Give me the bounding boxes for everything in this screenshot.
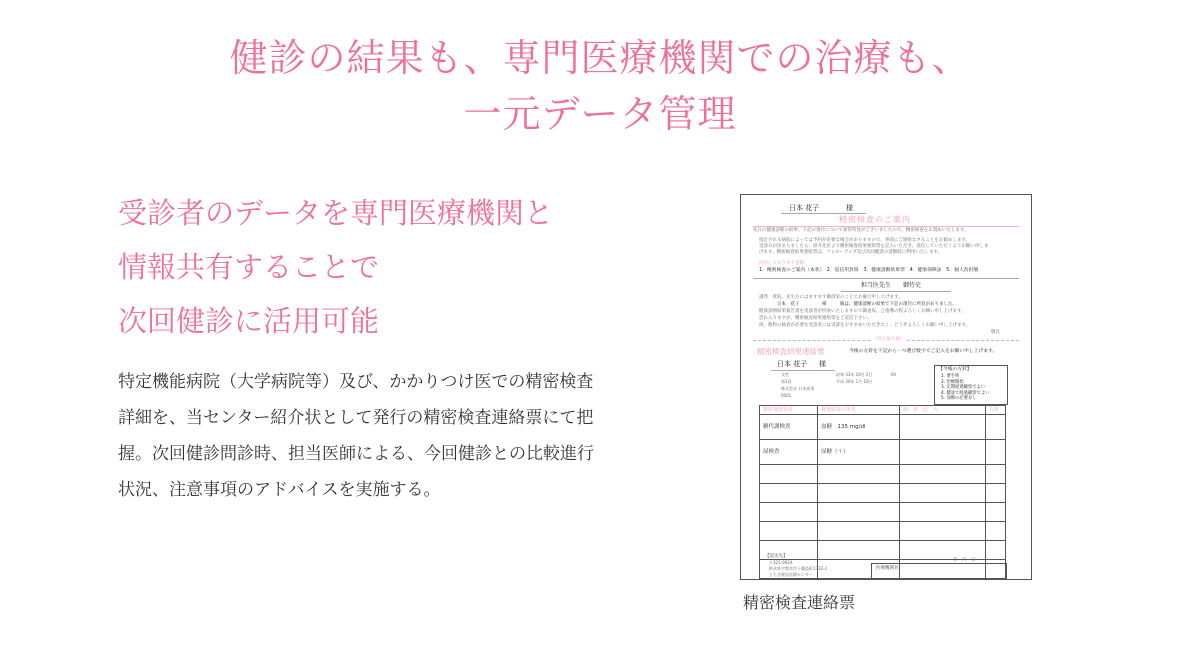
subheading-line-2: 情報共有することで (118, 250, 380, 284)
doc-title: 精密検査のご案内 (839, 215, 911, 224)
body-line-1: 特定機能病院（大学病院等）及び、かかりつけ医での精密検査 (118, 372, 594, 392)
table-row (760, 415, 1006, 440)
doc-field-age: 60 (891, 372, 897, 377)
subheading-line-3: 次回健診に活用可能 (118, 304, 380, 338)
doc-policy-title: 【今後の方針】 (938, 367, 972, 372)
doc-table-header-cell: 検査結果の所見 (818, 406, 900, 415)
doc-recipient: 日本 花子 (789, 204, 820, 212)
doc-doctor-line: 担当医先生 御侍史 (861, 282, 922, 289)
body-line-2: 詳細を、当センター紹介状として発行の精密検査連絡票にて把 (118, 408, 594, 428)
doc-policy-item: 4. 健診で経過観察でよい (941, 390, 990, 396)
subheading (118, 186, 553, 348)
body-line-3: 握。次回健診問診時、担当医師による、今回健診との比較進行 (118, 444, 594, 464)
doc-letter-4: 恐れ入りますが、精密検査結果連絡票をご返信下さい。 (759, 316, 872, 321)
doc-policy-item: 1. 要手術 (941, 374, 960, 379)
doc-divider-1 (753, 278, 1019, 279)
doc-results-table (759, 405, 1006, 579)
doc-policy-list (941, 374, 989, 402)
table-row (760, 541, 1006, 560)
doc-letter-1: 謹啓 貴院、先生方にはますます御清栄のこととお慶び申し上げます。 (759, 295, 903, 300)
doc-letter-2: 日本 花子 様 殿は、健康診断の結果で下記の項目に所見がありました。 (777, 302, 957, 307)
doc-patient-name: 日本 花子 (777, 360, 808, 368)
doc-policy-item: 2. 治療開始 (941, 379, 964, 385)
doc-table-header (760, 406, 1006, 415)
doc-table-header-cell: 病 名 記 入 (900, 406, 986, 415)
doc-title-rule (753, 226, 1019, 227)
doc-cut-label: （切り取り線） (873, 337, 905, 342)
doc-intro-4: げます。精密検査結果連絡票は、フォローアップ及び次回健診の診断時に利用いたします。 (759, 250, 943, 255)
doc-field-id: 第1回 (781, 379, 792, 384)
doc-return-zip: 〒321-0934 (769, 560, 793, 565)
page-headline (0, 30, 1200, 142)
table-row (760, 522, 1006, 541)
doc-letter-3: 健康診断結果報告書を受診者が持参いたしますので御査収、ご指導の程よろしくお願い申し上げます。 (759, 309, 966, 314)
body-line-4: 状況、注意事項のアドバイスを実施する。 (118, 480, 441, 500)
doc-date-label: 年 月 日 (953, 558, 976, 563)
doc-closing: 敬具 (991, 330, 1000, 335)
doc-recipient-underline (781, 213, 866, 214)
doc-table-header-cell: 精密検査項目 (760, 406, 818, 415)
doc-return-org: とちぎ健診医療センター (769, 572, 813, 577)
doc-section2-note: 今後の方針を下記から一つ選び数字でご記入をお願い申し上げます。 (849, 349, 998, 354)
doc-letter-5: 尚、他科の検査が必要な受診者には受診をおすすめいただきたく、どうぞよろしくお願い申し上げます。 (759, 323, 971, 328)
doc-policy-box (934, 365, 1008, 405)
doc-section2-title: 精密検査結果連絡票 (757, 347, 825, 356)
doc-honorific: 様 (846, 204, 853, 212)
subheading-line-1: 受診者のデータを専門医療機関と (118, 196, 554, 230)
table-row (760, 440, 1006, 465)
doc-doctor-underline (841, 291, 951, 292)
doc-policy-item: 3. 定期経過観察でよい (941, 385, 986, 391)
headline-line-1: 健診の結果も、専門医療機関での治療も、 (229, 36, 971, 80)
doc-policy-item: 5. 加療の必要なし (941, 396, 977, 402)
doc-return-address: 栃木県宇都宮市下桑島町1332-2 (769, 566, 828, 571)
doc-field-no: 0001 (781, 393, 792, 398)
doc-stamp-box (871, 563, 1007, 580)
doc-stamp-label: 医療機関名 (876, 566, 899, 571)
doc-patient-honorific: 様 (819, 360, 826, 368)
body-paragraph (118, 364, 618, 508)
doc-row-result: 尿糖（＋） (818, 440, 900, 465)
doc-table-header-cell: 方針 (986, 406, 1006, 415)
doc-field-exam-date: 平成 30年 1月 18日 (836, 379, 873, 384)
doc-field-birth: 昭和 33年 10月 2日 (836, 372, 873, 377)
table-row (760, 465, 1006, 484)
table-row (760, 484, 1006, 503)
doc-field-gender: 女性 (781, 372, 789, 377)
doc-row-result: 血糖 135 mg/dl (818, 415, 900, 440)
doc-patient-underline (771, 370, 835, 371)
doc-enclosed-list: 1．精密検査のご案内（本状） 2．返信用封筒 3．健康診断結果票 4．健康保険証 5．個人負担額 (759, 268, 979, 273)
doc-row-item: 尿検査 (760, 440, 818, 465)
document-caption: 精密検査連絡票 (743, 593, 856, 612)
doc-field-company: 株式会社 日本商事 (781, 386, 815, 391)
document-thumbnail (740, 194, 1032, 580)
headline-line-2: 一元データ管理 (463, 92, 737, 136)
doc-intro-3: 受診日が決まりましたら、紹介先医より精密検査結果連絡票を記入いただき、返信していただくようお願い申しま (759, 244, 989, 249)
table-row (760, 503, 1006, 522)
doc-intro-2: 指定される病院によっては予約が必要な場合がありますので、事前にご連絡なさることをお勧めします。 (759, 238, 971, 243)
doc-return-label: 【返送先】 (765, 554, 788, 559)
doc-intro-1: 先日の健康診断の結果、下記の項目について異常所見がございましたので、精密検査をお奨めいたします。 (753, 228, 969, 233)
doc-row-item: 糖代謝検査 (760, 415, 818, 440)
doc-enclosed-label: 同封しております書類 (759, 261, 804, 266)
